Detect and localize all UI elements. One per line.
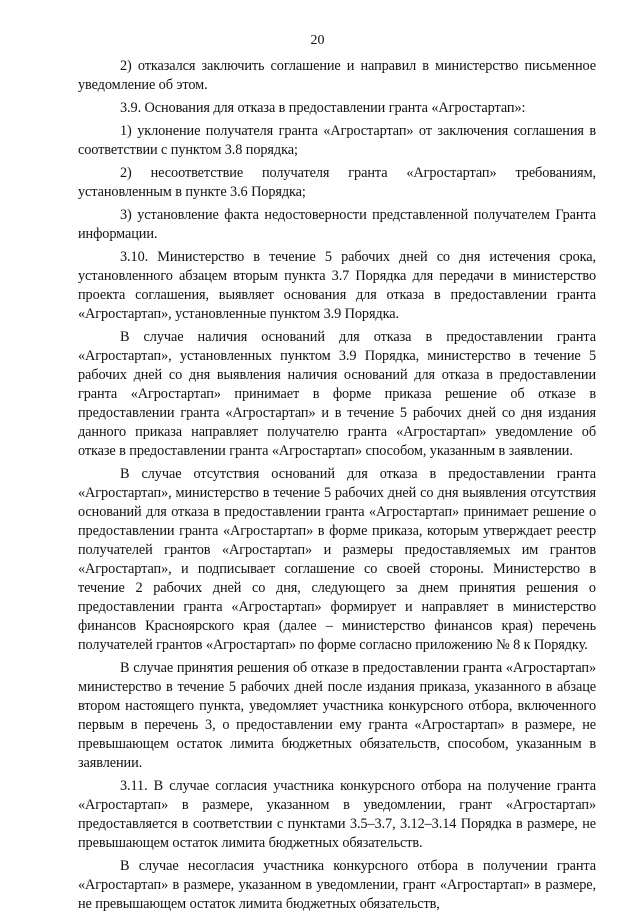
document-body [78,57,596,918]
paragraph: 1) уклонение получателя гранта «Агростартап» от заключения соглашения в соответствии с пунктом 3.8 порядка; [78,123,596,158]
paragraph: 2) несоответствие получателя гранта «Агростартап» требованиям, установленным в пункте 3.6 Порядка; [78,165,596,200]
paragraph: В случае принятия решения об отказе в предоставлении гранта «Агростартап» министерство в течение 5 рабочих дней после издания приказа, указанного в абзаце втором настоящего пункта, уведомляет участника конкурсного отбора, включенного первым в перечень 3, о предоставлении ему гранта «Агростартап» в размере, не превышающем остаток лимита бюджетных обязательств, способом, указанным в заявлении. [78,660,596,771]
paragraph: В случае несогласия участника конкурсного отбора в получении гранта «Агростартап» в размере, указанном в уведомлении, грант «Агростартап» в размере, не превышающем остаток лимита бюджетных обязательств, [78,858,596,912]
paragraph: 3.11. В случае согласия участника конкурсного отбора на получение гранта «Агростартап» в размере, указанном в уведомлении, грант «Агростартап» предоставляется в соответствии с пунктами 3.5–3.7, 3.12–3.14 Порядка в размере, не превышающем остаток лимита бюджетных обязательств. [78,778,596,851]
paragraph: 3.10. Министерство в течение 5 рабочих дней со дня истечения срока, установленного абзацем вторым пункта 3.7 Порядка для передачи в министерство проекта соглашения, выявляет основания для отказа в предоставлении гранта «Агростартап», установленные пунктом 3.9 Порядка. [78,249,596,322]
paragraph: 3.9. Основания для отказа в предоставлении гранта «Агростартап»: [120,100,526,116]
paragraph: В случае наличия оснований для отказа в предоставлении гранта «Агростартап», установленных пунктом 3.9 Порядка, министерство в течение 5 рабочих дней со дня выявления наличия оснований для отказа в предоставлении гранта «Агростартап» принимает в форме приказа решение об отказе в предоставлении гранта «Агростартап» и в течение 5 рабочих дней со дня издания данного приказа направляет получателю гранта «Агростартап» уведомление об отказе в предоставлении гранта «Агростартап» способом, указанным в заявлении. [78,329,596,459]
paragraph: 2) отказался заключить соглашение и направил в министерство письменное уведомление об этом. [78,58,596,93]
page-number: 20 [310,33,325,48]
paragraph: 3) установление факта недостоверности представленной получателем Гранта информации. [78,207,596,242]
paragraph: В случае отсутствия оснований для отказа в предоставлении гранта «Агростартап», министерство в течение 5 рабочих дней со дня выявления отсутствия оснований для отказа в предоставлении гранта «Агростартап» принимает решение о предоставлении гранта «Агростартап» в форме приказа, которым утверждает реестр получателей грантов «Агростартап» и размеры предоставляемых им грантов «Агростартап», и подписывает соглашение со своей стороны. Министерство в течение 2 рабочих дней со дня, следующего за днем принятия решения о предоставлении гранта «Агростартап» формирует и направляет в министерство финансов Красноярского края (далее – министерство финансов края) перечень получателей грантов «Агростартап» по форме согласно приложению № 8 к Порядку. [78,466,596,653]
